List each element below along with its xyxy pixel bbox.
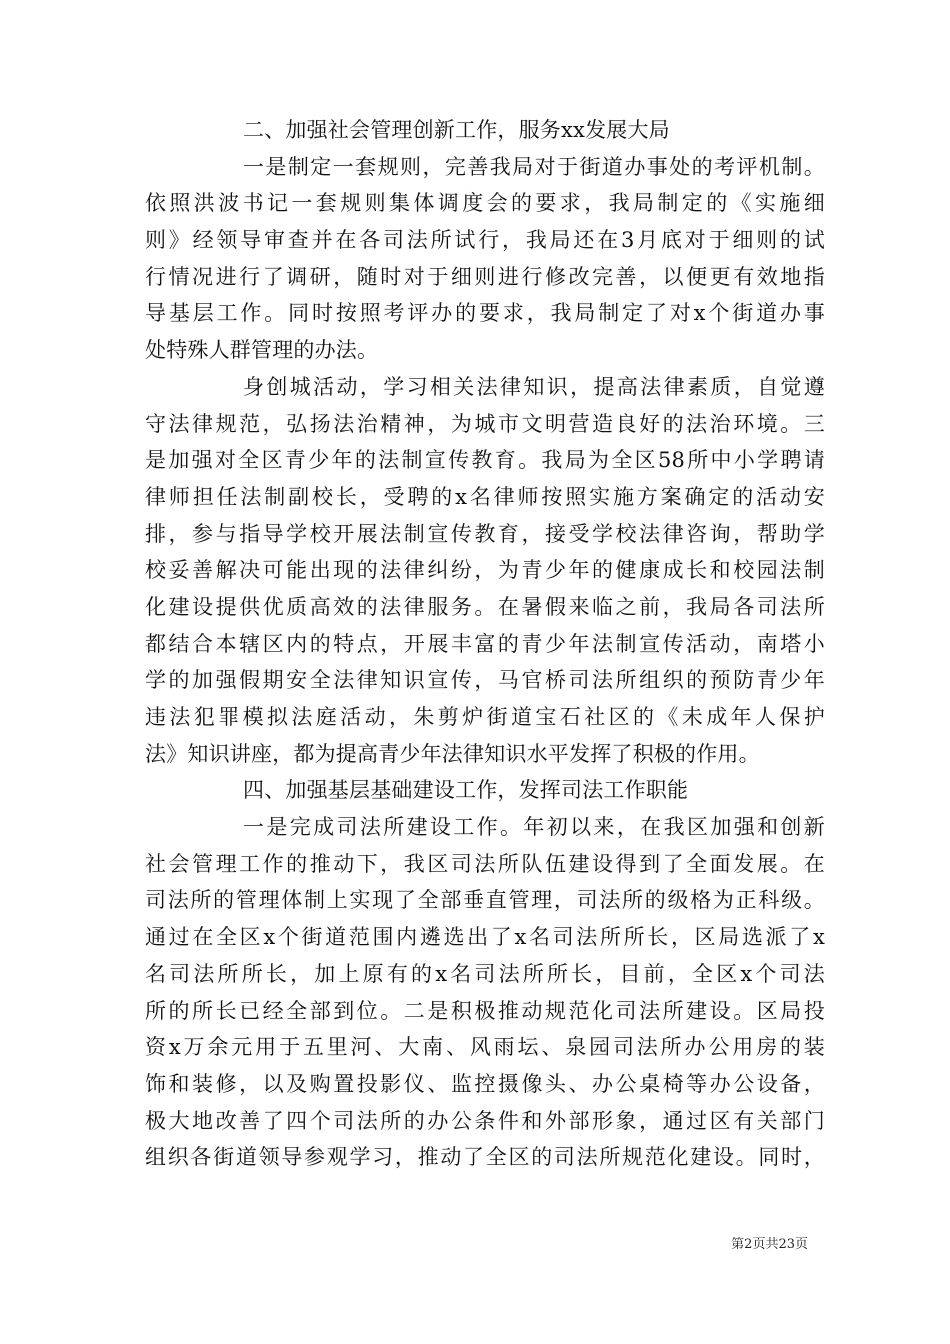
paragraph-line: 排，参与指导学校开展法制宣传教育，接受学校法律咨询，帮助学 (145, 521, 825, 546)
section-heading-4: 四、加强基层基础建设工作，发挥司法工作职能 (243, 778, 689, 803)
paragraph-line: 饰和装修，以及购置投影仪、监控摄像头、办公桌椅等办公设备， (145, 1071, 825, 1096)
paragraph-line: 司法所的管理体制上实现了全部垂直管理，司法所的级格为正科级。 (145, 888, 825, 913)
paragraph-line: 名司法所所长，加上原有的x名司法所所长，目前，全区x个司法 (145, 961, 825, 986)
paragraph-line: 所的所长已经全部到位。二是积极推动规范化司法所建设。区局投 (145, 998, 825, 1023)
paragraph-line: 资x万余元用于五里河、大南、风雨坛、泉园司法所办公用房的装 (145, 1035, 825, 1060)
paragraph-line: 处特殊人群管理的办法。 (145, 338, 379, 363)
paragraph-line: 极大地改善了四个司法所的办公条件和外部形象，通过区有关部门 (145, 1108, 825, 1133)
paragraph-line: 守法律规范，弘扬法治精神，为城市文明营造良好的法治环境。三 (145, 411, 825, 436)
paragraph-line: 一是完成司法所建设工作。年初以来，在我区加强和创新 (243, 815, 825, 840)
paragraph-line: 行情况进行了调研，随时对于细则进行修改完善，以便更有效地指 (145, 264, 825, 289)
page-number-footer: 第2页共23页 (731, 1237, 808, 1252)
paragraph-line: 则》经领导审查并在各司法所试行，我局还在3月底对于细则的试 (145, 228, 825, 253)
paragraph-line: 校妥善解决可能出现的法律纠纷，为青少年的健康成长和校园法制 (145, 558, 825, 583)
paragraph-line: 身创城活动，学习相关法律知识，提高法律素质，自觉遵 (243, 374, 825, 399)
document-body (145, 112, 825, 1176)
paragraph-line: 律师担任法制副校长，受聘的x名律师按照实施方案确定的活动安 (145, 484, 825, 509)
paragraph-line: 违法犯罪模拟法庭活动，朱剪炉街道宝石社区的《未成年人保护 (145, 705, 825, 729)
paragraph-line: 化建设提供优质高效的法律服务。在暑假来临之前，我局各司法所 (145, 594, 825, 619)
paragraph-line: 社会管理工作的推动下，我区司法所队伍建设得到了全面发展。在 (145, 851, 825, 876)
section-heading-2: 二、加强社会管理创新工作，服务xx发展大局 (243, 118, 670, 142)
paragraph-line: 都结合本辖区内的特点，开展丰富的青少年法制宣传活动，南塔小 (145, 631, 825, 656)
paragraph-line: 学的加强假期安全法律知识宣传，马官桥司法所组织的预防青少年 (145, 668, 825, 693)
paragraph-line: 组织各街道领导参观学习，推动了全区的司法所规范化建设。同时， (145, 1145, 825, 1170)
paragraph-line: 一是制定一套规则，完善我局对于街道办事处的考评机制。 (243, 154, 825, 179)
paragraph-line: 依照洪波书记一套规则集体调度会的要求，我局制定的《实施细 (145, 191, 825, 216)
paragraph-line: 法》知识讲座，都为提高青少年法律知识水平发挥了积极的作用。 (145, 741, 760, 766)
paragraph-line: 通过在全区x个街道范围内遴选出了x名司法所所长，区局选派了x (145, 925, 825, 950)
paragraph-line: 是加强对全区青少年的法制宣传教育。我局为全区58所中小学聘请 (145, 448, 825, 473)
paragraph-line: 导基层工作。同时按照考评办的要求，我局制定了对x个街道办事 (145, 301, 825, 326)
